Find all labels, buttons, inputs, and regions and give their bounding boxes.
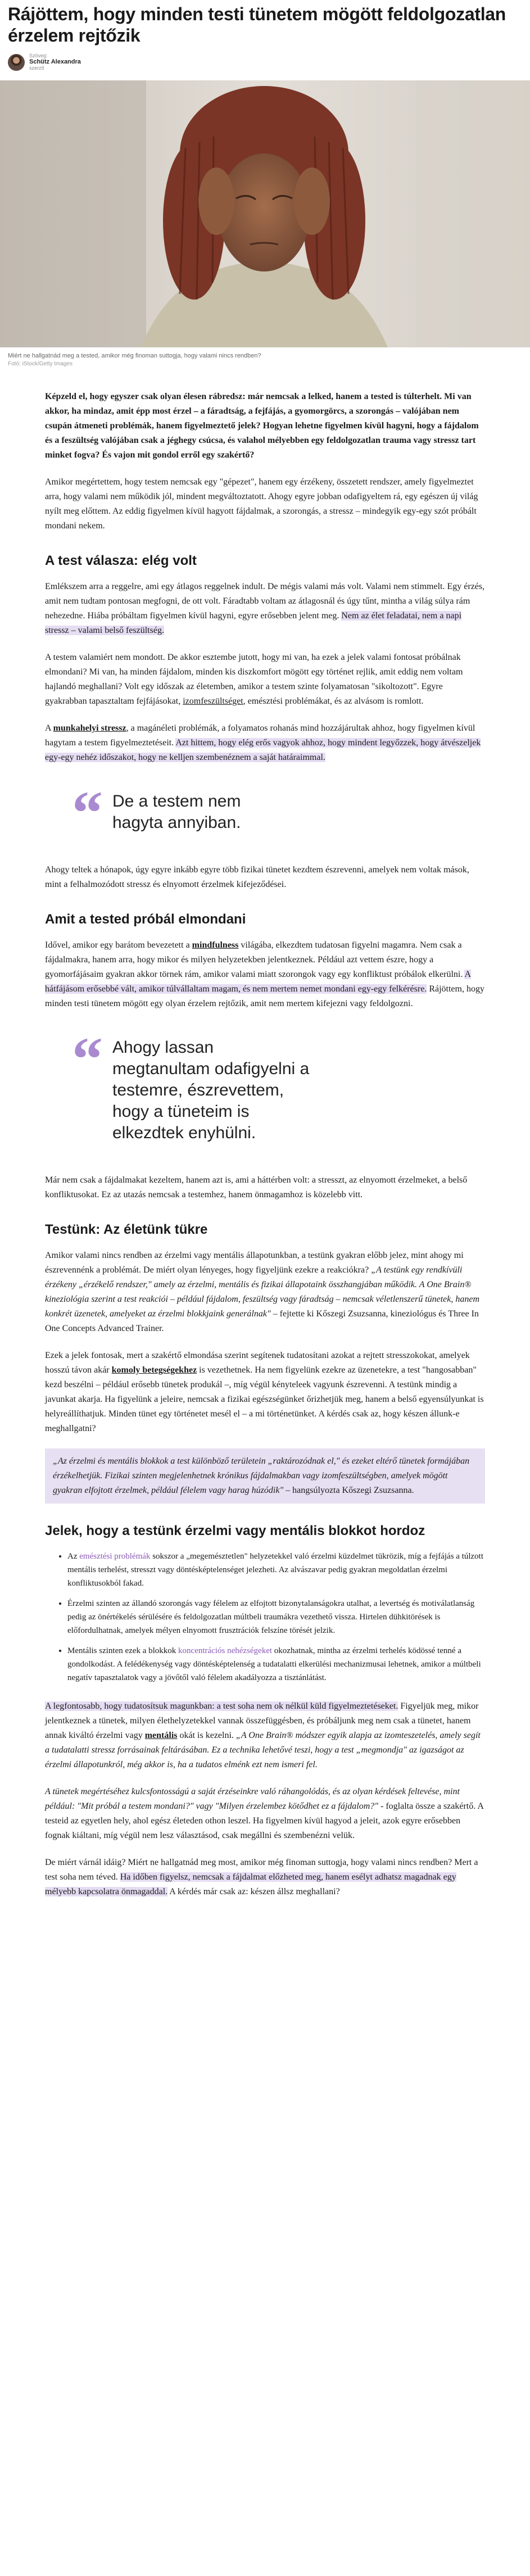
quote-mark-icon: “ <box>72 778 103 847</box>
highlighted-text: Azt hittem, hogy elég erős vagyok ahhoz, hogy mindent legyőzzek, hogy átvészeljek egy-egy nehéz időszakot, hogy ne kelljen szembenéznem a saját határaimmal. <box>45 738 481 762</box>
author-block <box>0 46 530 80</box>
inline-link[interactable]: emésztési problémák <box>79 1552 151 1561</box>
paragraph: De miért várnál idáig? Miért ne hallgatnád meg most, amikor még finoman suttogja, hogy valami nincs rendben? Mert a test soha nem téved. Ha időben figyelsz, nemcsak a fájdalmat előzheted meg, hanem esélyt adhatsz magadnak egy mélyebb kapcsolatra önmagaddal. A kérdés már csak az: készen állsz meghallani? <box>45 1858 478 1896</box>
expert-callout: „Az érzelmi és mentális blokkok a test különböző területein „raktározódnak el," és ezeket eltérő tünetek formájában érzékelhetjük. Fizikai szinten megjelenhetnek krónikus fájdalmakban vagy izomfeszültségben, amelyek mögött gyakran elfojtott érzelmek, például félelem vagy harag húzódik" – hangsúlyozta Kőszegi Zsuzsanna. <box>45 1448 485 1504</box>
image-caption: Miért ne hallgatnád meg a tested, amikor még finoman suttogja, hogy valami nincs rendben? <box>8 352 261 359</box>
hero-image <box>0 80 530 347</box>
pull-quote-text: Ahogy lassan megtanultam odafigyelni a testemre, észrevettem, hogy a tüneteim is elkezdtek enyhülni. <box>112 1038 310 1142</box>
list-item: • Mentális szinten ezek a blokkok koncentrációs nehézségeket okozhatnak, mintha az érzelmi terhelés ködössé tenné a gondolkodást. A felédékenység vagy döntésképtelenség a tudatalatti elkerülési mechanizmusai lehetnek, amikor a múltbeli negatív tapasztalatok vagy a jövőtől való félelem akadályozza a tisztánlátást. <box>67 1644 485 1685</box>
paragraph: Amikor valami nincs rendben az érzelmi vagy mentális állapotunkban, a testünk gyakran előbb jelez, mint ahogy mi észrevennénk a problémát. De miért olyan lényeges, hogy figyeljünk ezekre a reakciókra? „A testünk egy rendkívüli érzékeny „érzékelő rendszer," amely az érzelmi, mentális és fizikai állapotaink összhangjában működik. A One Brain® kineziológia szerint a test reakciói – például fájdalom, feszültség vagy fáradtság – nemcsak véletlenszerű tünetek, hanem konkrét üzenetek, amelyeket az érzelmi blokkjaink generálnak" – fejtette ki Kőszegi Zsuzsanna, kineziológus és Three In One Concepts Advanced Trainer. <box>45 1251 480 1333</box>
section-heading: Testünk: Az életünk tükre <box>45 1222 208 1237</box>
section-heading: Amit a tested próbál elmondani <box>45 912 246 927</box>
list-item: • Az emésztési problémák sokszor a „megemésztetlen" helyzetekkel való érzelmi küzdelmet tükrözik, míg a fejfájás a túlzott mentális terhelést, stresszt vagy döntésképtelenséget jelezheti. Az alvászavar pedig gyakran megoldatlan érzelmi konfliktusokból fakad. <box>67 1550 485 1590</box>
inline-link[interactable]: izomfeszültséget <box>183 696 243 706</box>
paragraph: A legfontosabb, hogy tudatosítsuk magunkban: a test soha nem ok nélkül küld figyelmeztetéseket. Figyeljük meg, mikor jelentkeznek a tünetek, milyen élethelyzetekkel vannak összefüggésben, és próbáljunk meg nem csak a tünetet, hanem annak kiváltó érzelmi vagy mentális okát is kezelni. „A One Brain® módszer egyik alapja az izomteszetelés, amely segít a tudatalatti stressz forrásainak feltárásában. Ez a technika lehetővé teszi, hogy a test „megmondja" az igazságot az érzelmi állapotunkról, még akkor is, ha a tudatos elménk ezt nem ismeri fel. <box>45 1701 481 1769</box>
symptom-list <box>45 1550 485 1685</box>
lead-paragraph: Képzeld el, hogy egyszer csak olyan élesen rábredsz: már nemcsak a lelked, hanem a tested is túlterhelt. Mi van akkor, ha mindaz, amit épp most érzel – a fáradtság, a fejfájás, a gyomorgörcs, a szorongás – valójában nem csupán átmeneti problémák, hanem figyelmeztető jelek? Hogyan lehetne figyelmen kívül hagyni, hogy a fájdalom és a feszültség valójában csak a jéghegy csúcsa, és valahol mélyebben egy feldolgozatlan trauma vagy stressz tart minket fogva? És vajon mit gondol erről egy szakértő? <box>45 392 479 460</box>
highlighted-text: A legfontosabb, hogy tudatosítsuk magunkban: a test soha nem ok nélkül küld figyelmeztetéseket. <box>45 1701 398 1711</box>
paragraph: Már nem csak a fájdalmakat kezeltem, hanem azt is, ami a háttérben volt: a stresszt, az elnyomott érzelmeket, a belső konfliktusokat. Ez az utazás nemcsak a testemhez, hanem önmagamhoz is közelebb vitt. <box>45 1175 468 1199</box>
hero-photo-woman-holding-head <box>0 80 530 347</box>
author-label: Szöveg: <box>29 53 48 58</box>
paragraph: Idővel, amikor egy barátom bevezetett a mindfulness világába, elkezdtem tudatosan figyelni magamra. Nem csak a fájdalmakra, hanem arra, hogy mikor és milyen helyzetekben jelentkeznek. Például azt vettem észre, hogy a gyomorfájásaim gyakran akkor törnek rám, amikor valami miatt szorongok vagy egy konfliktust próbálok elkerülni. A hátfájásom erősebbé vált, amikor túlvállaltam magam, és nem mertem nemet mondani egy-egy felkérésre. Rájöttem, hogy minden testi tünetem mögött egy olyan érzelem rejtőzik, amit nem mertem kifejezni vagy feldolgozni. <box>45 940 484 1008</box>
pull-quote-text: De a testem nem hagyta annyiban. <box>112 792 241 832</box>
inline-link[interactable]: koncentrációs nehézségeket <box>178 1646 273 1655</box>
page-title: Rájöttem, hogy minden testi tünetem mögött feldolgozatlan érzelem rejtőzik <box>8 4 506 46</box>
paragraph: A tünetek megértéséhez kulcsfontosságú a saját érzéseinkre való ráhangolódás, és az olyan kérdések feltevése, mint például: "Mit próbál a testem mondani?" vagy "Milyen érzelembez kötődhet ez a fájdalom?" - foglalta össze a szakértő. A testeid az egyetlen hely, ahol egész életeden othon leszel. Ha figyelmen kívül hagyod a jeleit, azok egyre erősebben fognak kiáltani, míg végül nem lesz választásod, csak megállni és szembenézni velük. <box>45 1787 484 1840</box>
section-heading: Jelek, hogy a testünk érzelmi vagy mentális blokkot hordoz <box>45 1523 425 1538</box>
pull-quote <box>45 1025 485 1147</box>
paragraph: A testem valamiért nem mondott. De akkor esztembe jutott, hogy mi van, ha ezek a jelek valami fontosat próbálnak elmondani? Mi van, ha minden fájdalom, minden kis diszkomfort mögött egy történet rejlik, amit eddig nem voltam hajlandó meghallani? Volt egy időszak az életemben, amikor a testem szinte folyamatosan "sikoltozott". Egyre gyakrabban tapasztaltam fejfájásokat, izomfeszültséget, emésztési problémákat, és az alvásom is romlott. <box>45 653 463 706</box>
section-heading: A test válasza: elég volt <box>45 553 197 568</box>
inline-link[interactable]: mindfulness <box>192 940 239 950</box>
article-body <box>0 367 530 1899</box>
quote-mark-icon: “ <box>72 1025 103 1093</box>
paragraph: Ezek a jelek fontosak, mert a szakértő elmondása szerint segítenek tudatosítani azokat a rejtett stresszokokat, amelyek hosszú távon akár komoly betegségekhez is vezethetnek. Ha nem figyelünk ezekre az üzenetekre, a test "hangosabban" kezd beszélni – például erősebb tünetek produkál –, míg végül kényteleek vagyunk észrevenni. A testünk mindig a javunkat akarja. Ha figyelünk a jeleire, nemcsak a fizikai egészségünket őrizhetjük meg, hanem a belső egyensúlyunkat is helyreállíthatjuk. Minden tünet egy történetet mesél el – a mi történetünket. A kérdés csak az, hogy készen állunk-e meghallgatni? <box>45 1351 484 1433</box>
paragraph: Amikor megértettem, hogy testem nemcsak egy "gépezet", hanem egy érzékeny, összetett rendszer, amely figyelmeztet arra, hogy valami nem működik jól, mindent megváltoztatott. Ahogy egyre jobban odafigyeltem rá, egy egészen új világ nyílt meg előttem. Az eddig figyelmen kívül hagyott fájdalmak, a szorongás, a stressz – mindegyik egy-egy szót próbált mondani nekem. <box>45 477 478 531</box>
paragraph: Ahogy teltek a hónapok, úgy egyre inkább egyre több fizikai tünetet kezdtem észrevenni, amelyek nem voltak mások, mint a felhalmozódott stressz és elnyomott érzelmek kifejeződései. <box>45 865 469 889</box>
highlighted-text: A hátfájásom erősebbé vált, amikor túlvállaltam magam, és nem mertem nemet mondani egy-egy felkérésre. <box>45 970 472 994</box>
paragraph: A munkahelyi stressz, a magánéleti problémák, a folyamatos rohanás mind hozzájárultak ahhoz, hogy figyelmen kívül hagytam a testem figyelmeztetéseit. Azt hittem, hogy elég erős vagyok ahhoz, hogy mindent legyőzzek, hogy átvészeljek egy-egy nehéz időszakot, hogy ne kelljen szembenéznem a saját határaimmal. <box>45 723 481 762</box>
list-item: • Érzelmi szinten az állandó szorongás vagy félelem az elfojtott bizonytalanságokra utalhat, a levertség és motiválatlanság pedig az önértékelés sérülésére és feldolgozatlan múltbeli traumákra vezethető vissza. Hirtelen dühkitörések is előfordulhatnak, amelyek mélyen elnyomott frusztrációk felszíne törését jelzik. <box>67 1597 485 1637</box>
highlighted-text: Ha időben figyelsz, nemcsak a fájdalmat előzheted meg, hanem esélyt adhatsz magadnak egy mélyebb kapcsolatra önmagaddal. <box>45 1872 456 1896</box>
inline-link[interactable]: komoly betegségekhez <box>111 1365 197 1375</box>
pull-quote <box>45 778 485 847</box>
inline-link[interactable]: munkahelyi stressz <box>53 723 126 733</box>
author-role: szerző <box>29 65 44 71</box>
author-avatar[interactable] <box>8 54 25 71</box>
paragraph: Emlékszem arra a reggelre, ami egy átlagos reggelnek indult. De mégis valami más volt. Valami nem stimmelt. Egy érzés, amit nem tudtam pontosan megfogni, de ott volt. Fáradtabb voltam az átlagosnál és úgy tűnt, mintha a világ súlya rám nehezedne. Hiába próbáltam figyelmen kívül hagyni, egyre erősebben jelent meg. Nem az élet feladatai, nem a napi stressz – valami belső feszültség. <box>45 582 485 635</box>
image-credit: Fotó: iStock/Getty Images <box>8 361 73 367</box>
author-name-link[interactable]: Schütz Alexandra <box>29 58 81 65</box>
highlighted-text: Nem az élet feladatai, nem a napi stressz – valami belső feszültség. <box>45 611 462 635</box>
inline-link[interactable]: mentális <box>144 1731 178 1740</box>
